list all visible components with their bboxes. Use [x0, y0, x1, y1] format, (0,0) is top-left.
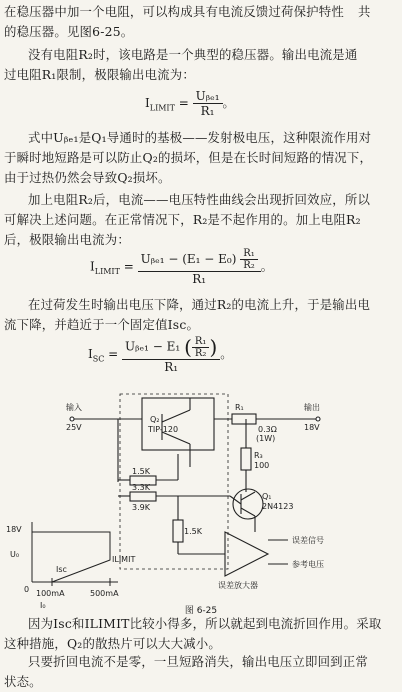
r1-power: (1W): [256, 434, 276, 443]
output-label: 输出: [304, 403, 320, 412]
paren-close: ): [209, 335, 218, 359]
input-label: 输入: [66, 403, 82, 412]
formula-end: 。: [220, 347, 233, 361]
graph-origin: 0: [24, 585, 30, 594]
formula-fraction: [122, 335, 220, 374]
formula-term: Uᵦₑ₁ − (E₁ − E₀): [140, 252, 237, 266]
formula-inner-fraction: [240, 248, 258, 271]
paragraph-2: [4, 45, 396, 85]
formula-lhs: I: [90, 259, 95, 274]
formula-numerator: Uᵦₑ₁: [193, 89, 223, 104]
formula-lhs-sub: LIMIT: [149, 103, 175, 113]
r3-resistor: [241, 448, 251, 470]
formula-ilimit-foldback: [90, 248, 273, 286]
paragraph-3: [4, 128, 396, 188]
graph-isc-label: Isc: [56, 565, 67, 574]
formula-inner-denominator: R₂: [243, 260, 255, 271]
formula-inner-numerator: R₁: [192, 336, 210, 348]
q1-part-number: 2N4123: [262, 502, 294, 511]
formula-term: Uᵦₑ₁ − E₁: [125, 339, 181, 354]
error-amplifier: [225, 532, 268, 576]
r-3-9k-label: 3.9K: [132, 503, 150, 512]
r3-value: 100: [254, 461, 270, 470]
q2-label: Q₂: [150, 415, 160, 424]
formula-inner-denominator: R₂: [194, 347, 207, 359]
output-terminal: [316, 417, 320, 421]
text-line: 式中Uᵦₑ₁是Q₁导通时的基极——发射极电压，这种限流作用对: [28, 130, 372, 145]
text-line: 在稳压器中加一个电阻，可以构成具有电流反馈过荷保护特性: [4, 4, 344, 19]
text-line: 过电阻R₁限制，极限输出电流为：: [4, 67, 195, 82]
error-signal-label: 误差信号: [292, 536, 324, 545]
text-line: 状态。: [4, 674, 42, 689]
formula-eq: =: [104, 347, 123, 361]
formula-inner-numerator: R₁: [240, 248, 258, 260]
resistor-3-3k: [130, 492, 156, 501]
text-line: 由于过热仍然会导致Q₂损坏。: [4, 170, 171, 185]
error-amplifier-label: 误差放大器: [218, 581, 258, 590]
r-3-3k-label: 3.3K: [132, 483, 150, 492]
input-terminal: [70, 417, 74, 421]
graph-ilimit-label: ILIMIT: [112, 555, 136, 564]
paragraph-6: [4, 614, 396, 654]
paragraph-4: [4, 190, 396, 250]
q1-label: Q₁: [262, 492, 272, 501]
r1-label: R₁: [235, 403, 244, 412]
formula-end: 。: [222, 96, 235, 110]
graph-x-label: I₀: [40, 601, 46, 610]
formula-lhs-sub: SC: [92, 354, 105, 364]
formula-lhs: I: [145, 96, 150, 110]
resistor-1-5k-lower: [173, 520, 183, 542]
formula-eq: =: [174, 96, 193, 110]
formula-numerator: [138, 248, 261, 272]
graph-y-max: 18V: [6, 525, 22, 534]
formula-eq: =: [119, 259, 138, 274]
r3-label: R₃: [254, 451, 263, 460]
formula-inner-fraction: [192, 336, 210, 359]
figure-6-25: [0, 392, 402, 617]
output-voltage-label: 18V: [304, 423, 320, 432]
foldback-curve: [32, 532, 110, 582]
input-voltage-label: 25V: [66, 423, 82, 432]
graph-tick-500ma: 500mA: [90, 589, 119, 598]
text-line: 于瞬时地短路是可以防止Q₂的损坏，但是在长时间短路的情况下，: [4, 150, 373, 165]
paragraph-7: [4, 652, 396, 692]
q2-transistor-box: [142, 398, 214, 450]
reference-voltage-label: 参考电压: [292, 560, 324, 569]
paragraph-1: [4, 2, 396, 42]
text-line: 这种措施，Q₂的散热片可以大大减小。: [4, 636, 221, 651]
text-line: 只要折回电流不是零，一旦短路消失，输出电压立即回到正常: [28, 654, 368, 669]
text-line: 的稳压器。见图6-25。: [4, 24, 134, 39]
text-line: 因为Isc和ILIMIT比较小得多，所以就起到电流折回作用。采取: [28, 616, 382, 631]
formula-lhs-sub: LIMIT: [94, 266, 120, 276]
text-line: 在过荷发生时输出电压下降，通过R₂的电流上升，于是输出电: [28, 297, 371, 312]
formula-fraction: [193, 89, 223, 118]
q2-part-number: TIP-120: [148, 425, 179, 434]
graph-tick-100ma: 100mA: [36, 589, 65, 598]
paren-open: (: [184, 335, 192, 359]
formula-denominator: R₁: [164, 360, 179, 374]
figure-caption: 图 6-25: [184, 606, 218, 616]
text-line: 流下降，并趋近于一个固定值Isc。: [4, 317, 200, 332]
formula-fraction: [138, 248, 261, 286]
r1-value: 0.3Ω: [258, 425, 277, 434]
formula-ilimit-basic: [145, 89, 235, 118]
formula-denominator: R₁: [192, 272, 207, 286]
formula-numerator: [122, 335, 220, 360]
dashed-outline: [120, 394, 228, 569]
text-line: 加上电阻R₂后，电流——电压特性曲线会出现折回效应，所以: [28, 192, 371, 207]
formula-lhs: I: [88, 347, 93, 361]
r-1-5k-lower-label: 1.5K: [184, 527, 202, 536]
formula-end: 。: [260, 259, 273, 274]
graph-y-label: U₀: [10, 550, 20, 559]
formula-isc: [88, 335, 232, 374]
text-line: 没有电阻R₂时，该电路是一个典型的稳压器。输出电流是通: [28, 47, 358, 62]
text-line: 可解决上述问题。在正常情况下，R₂是不起作用的。加上电阻R₂: [4, 212, 361, 227]
margin-note: 共: [357, 4, 371, 19]
r1-resistor: [232, 414, 256, 424]
r-1-5k-label: 1.5K: [132, 467, 150, 476]
formula-denominator: R₁: [200, 104, 215, 118]
paragraph-5: [4, 295, 396, 335]
text-line: 后，极限输出电流为：: [4, 232, 130, 247]
q1-transistor: [233, 489, 263, 519]
